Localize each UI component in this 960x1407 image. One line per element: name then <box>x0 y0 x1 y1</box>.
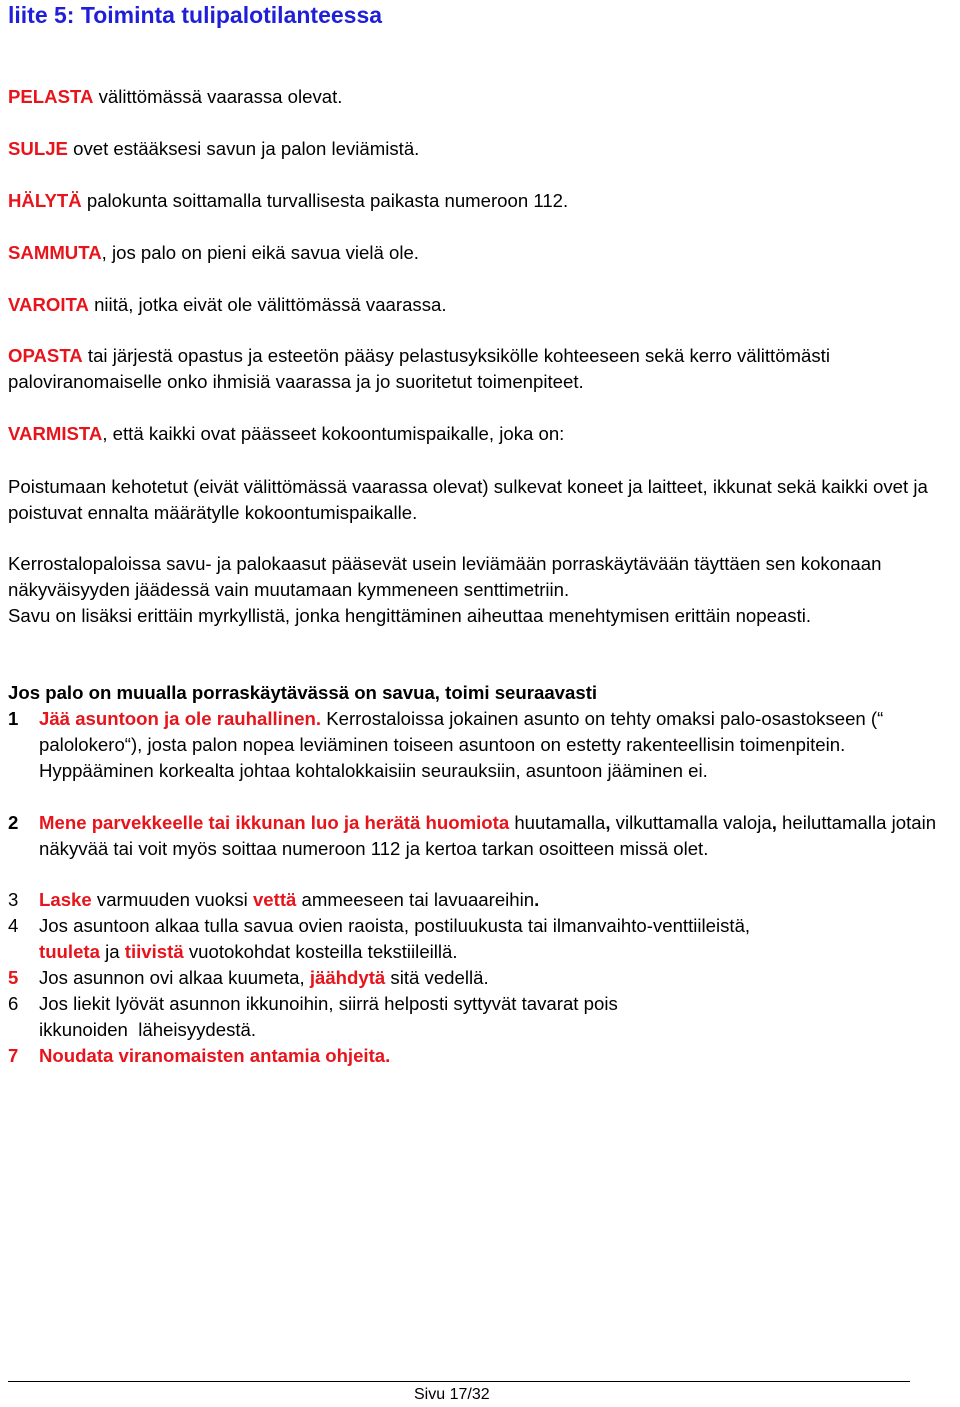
step-text: vuotokohdat kosteilla tekstiileillä. <box>183 941 458 962</box>
step-text: Jos asunnon ovi alkaa kuumeta, <box>39 967 310 988</box>
action-text: palokunta soittamalla turvallisesta paikasta numeroon 112. <box>81 190 569 211</box>
step-2 <box>8 810 958 862</box>
action-varoita <box>8 292 958 318</box>
action-text: , jos palo on pieni eikä savua vielä ole. <box>101 242 419 263</box>
step-text: Jos liekit lyövät asunnon ikkunoihin, siirrä helposti syttyvät tavarat pois <box>39 993 618 1014</box>
evacuation-paragraph: Poistumaan kehotetut (eivät välittömässä vaarassa olevat) sulkevat koneet ja laitteet, ikkunat sekä kaikki ovet ja poistuvat ennalta määrätylle kokoontumispaikalle. <box>8 476 928 523</box>
action-sammuta <box>8 240 958 266</box>
step-comma: , <box>605 812 611 833</box>
action-varmista <box>8 421 958 447</box>
step-number: 6 <box>8 993 19 1014</box>
step-number: 3 <box>8 889 19 910</box>
step-number: 2 <box>8 812 19 833</box>
section-heading: Jos palo on muualla porraskäytävässä on savua, toimi seuraavasti <box>8 682 598 703</box>
step-5 <box>8 965 958 991</box>
action-text: ovet estääksesi savun ja palon leviämistä. <box>67 138 420 159</box>
page-number: Sivu 17/32 <box>414 1386 490 1403</box>
action-keyword: VARMISTA <box>8 423 103 444</box>
action-text: , että kaikki ovat päässeet kokoontumispaikalle, joka on: <box>102 423 565 444</box>
action-keyword: OPASTA <box>8 345 83 366</box>
step-1 <box>8 706 958 784</box>
footer-divider <box>8 1381 910 1382</box>
action-halyta <box>8 188 958 214</box>
action-keyword: HÄLYTÄ <box>8 190 82 211</box>
step-text: sitä vedellä. <box>385 967 489 988</box>
action-sulje <box>8 136 958 162</box>
step-number: 4 <box>8 915 19 936</box>
action-keyword: SAMMUTA <box>8 242 102 263</box>
step-instruction: Noudata viranomaisten antamia ohjeita. <box>39 1045 391 1066</box>
step-highlight: tuuleta <box>39 941 100 962</box>
step-instruction: Mene parvekkeelle tai ikkunan luo ja herätä huomiota <box>39 812 510 833</box>
step-number: 1 <box>8 708 19 729</box>
step-text: huutamalla <box>509 812 606 833</box>
step-3 <box>8 887 958 913</box>
step-text: vilkuttamalla valoja <box>610 812 772 833</box>
step-text: ja <box>99 941 125 962</box>
step-4 <box>8 913 808 965</box>
step-text: ikkunoiden läheisyydestä. <box>39 1019 257 1040</box>
step-7 <box>8 1043 958 1069</box>
step-instruction: Laske <box>39 889 92 910</box>
page-title: liite 5: Toiminta tulipalotilanteessa <box>8 2 383 28</box>
step-text: ammeeseen tai lavuaareihin <box>296 889 535 910</box>
action-keyword: VAROITA <box>8 294 89 315</box>
step-text: heiluttamalla jotain näkyvää tai voit myös soittaa numeroon 112 ja kertoa tarkan osoitteen missä olet. <box>39 812 937 859</box>
smoke-paragraph: Kerrostalopaloissa savu- ja palokaasut pääsevät usein leviämään porraskäytävään täyttäen sen kokonaan näkyväisyyden jäädessä vain muutamaan kymmeneen senttimetriin. <box>8 553 882 600</box>
toxicity-paragraph: Savu on lisäksi erittäin myrkyllistä, jonka hengittäminen aiheuttaa menehtymisen erittäin nopeasti. <box>8 605 812 626</box>
step-text: Kerrostaloissa jokainen asunto on tehty omaksi palo-osastokseen (“ palolokero“), josta palon nopea leviäminen toiseen asuntoon on estetty rakenteellisin toimenpitein. Hyppääminen korkealta johtaa kohtalokkaisiin seurauksiin, asuntoon jääminen ei. <box>39 708 884 781</box>
step-number: 5 <box>8 967 19 988</box>
action-pelasta <box>8 84 958 110</box>
action-text: niitä, jotka eivät ole välittömässä vaarassa. <box>88 294 447 315</box>
step-instruction: Jää asuntoon ja ole rauhallinen. <box>39 708 322 729</box>
step-period: . <box>534 889 540 910</box>
action-keyword: SULJE <box>8 138 68 159</box>
step-text: Jos asuntoon alkaa tulla savua ovien raoista, postiluukusta tai ilmanvaihto-venttiileistä, <box>39 915 751 936</box>
step-comma: , <box>771 812 777 833</box>
action-text: välittömässä vaarassa olevat. <box>93 86 343 107</box>
action-keyword: PELASTA <box>8 86 94 107</box>
step-highlight: tiivistä <box>124 941 184 962</box>
action-opasta <box>8 343 958 395</box>
step-text: varmuuden vuoksi <box>91 889 253 910</box>
step-6 <box>8 991 958 1043</box>
step-number: 7 <box>8 1045 19 1066</box>
step-highlight: vettä <box>252 889 297 910</box>
action-text: tai järjestä opastus ja esteetön pääsy pelastusyksikölle kohteeseen sekä kerro välittömästi paloviranomaiselle onko ihmisiä vaarassa ja jo suoritetut toimenpiteet. <box>8 345 830 392</box>
step-highlight: jäähdytä <box>309 967 386 988</box>
